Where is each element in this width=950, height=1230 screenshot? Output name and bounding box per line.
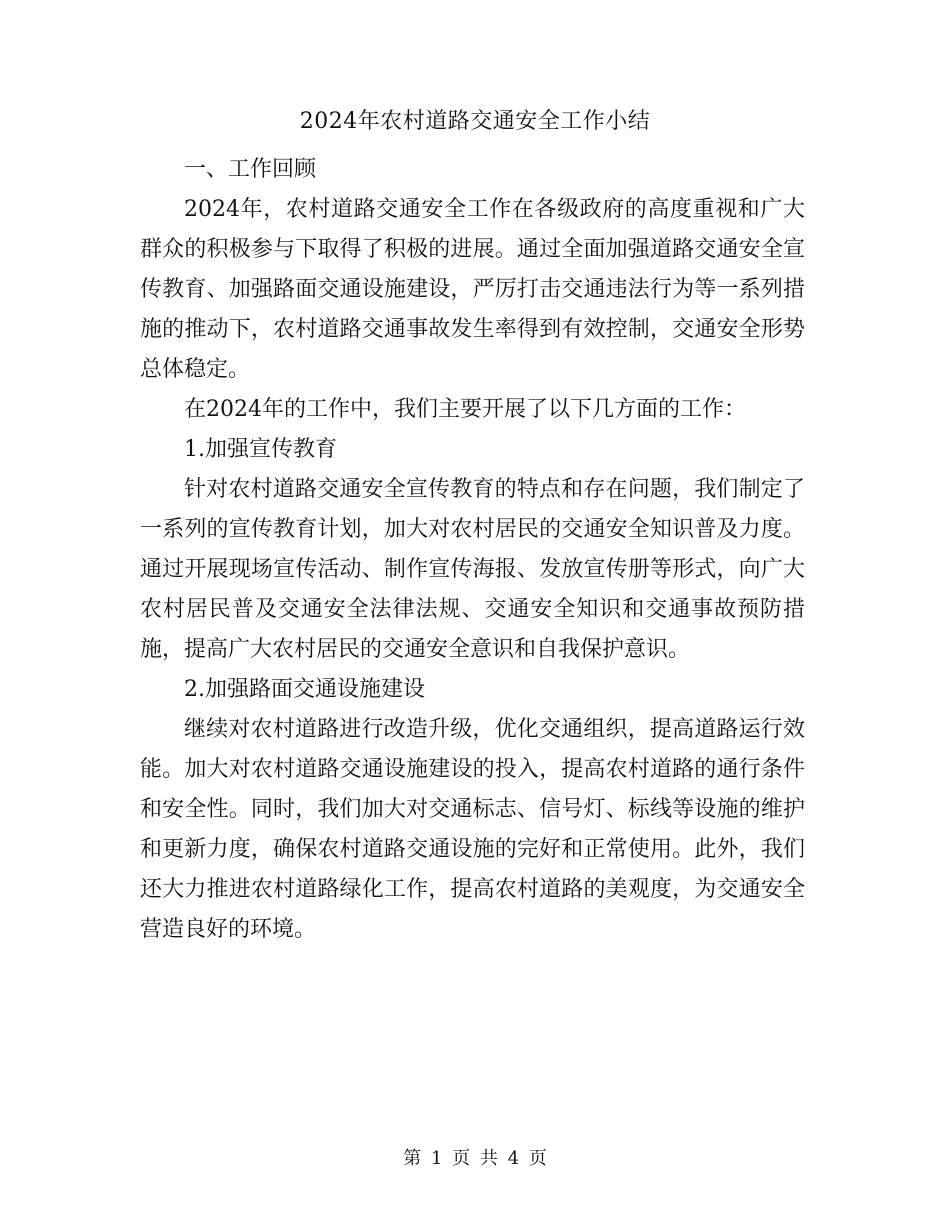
page-number-footer: 第 1 页 共 4 页 xyxy=(403,1148,547,1169)
document-body xyxy=(140,150,805,950)
paragraph-road-facilities: 继续对农村道路进行改造升级，优化交通组织，提高道路运行效能。加大对农村道路交通设施建设的投入，提高农村道路的通行条件和安全性。同时，我们加大对交通标志、信号灯、标线等设施的维护和更新力度，确保农村道路交通设施的完好和正常使用。此外，我们还大力推进农村道路绿化工作，提高农村道路的美观度，为交通安全营造良好的环境。 xyxy=(140,717,805,942)
paragraph-overview: 2024年，农村道路交通安全工作在各级政府的高度重视和广大群众的积极参与下取得了积极的进展。通过全面加强道路交通安全宣传教育、加强路面交通设施建设，严厉打击交通违法行为等一系列措施的推动下，农村道路交通事故发生率得到有效控制，交通安全形势总体稳定。 xyxy=(140,197,805,382)
paragraph-intro-list: 在2024年的工作中，我们主要开展了以下几方面的工作： xyxy=(184,397,746,422)
document-title: 2024年农村道路交通安全工作小结 xyxy=(299,109,651,134)
item-heading-road-facilities: 2.加强路面交通设施建设 xyxy=(184,677,425,702)
section-heading-work-review: 一、工作回顾 xyxy=(184,157,317,182)
paragraph-publicity-education: 针对农村道路交通安全宣传教育的特点和存在问题，我们制定了一系列的宣传教育计划，加大对农村居民的交通安全知识普及力度。通过开展现场宣传活动、制作宣传海报、发放宣传册等形式，向广大农村居民普及交通安全法律法规、交通安全知识和交通事故预防措施，提高广大农村居民的交通安全意识和自我保护意识。 xyxy=(140,477,805,662)
item-heading-publicity-education: 1.加强宣传教育 xyxy=(184,437,337,462)
